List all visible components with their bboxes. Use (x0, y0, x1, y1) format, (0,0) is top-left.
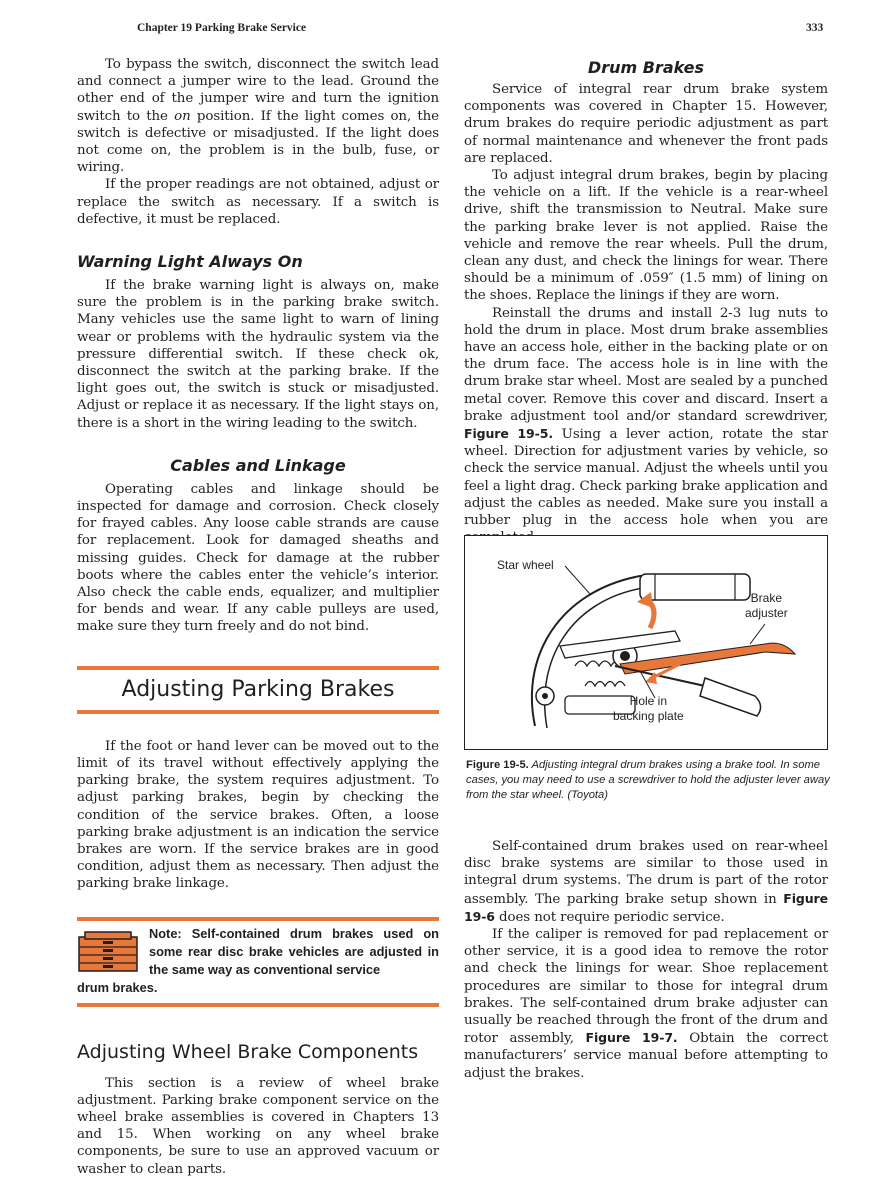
right-column (464, 58, 828, 546)
caption-text: Adjusting integral drum brakes using a brake tool. In some cases, you may need to use a screwdriver to hold the adjuster lever away from the star wheel. (Toyota) (466, 759, 830, 801)
caption-number: Figure 19-5. (466, 759, 529, 771)
section-heading-cables: Cables and Linkage (170, 455, 346, 475)
chapter-header: Chapter 19 Parking Brake Service (137, 22, 307, 34)
figure-reference[interactable]: Figure 19-7. (585, 1030, 678, 1046)
major-heading-box (77, 666, 439, 714)
paragraph: If the proper readings are not obtained, adjust or replace the switch as necessary. If a switch is defective, it must be replaced. (77, 177, 439, 227)
paragraph: Self-contained drum brakes used on rear-wheel disc brake systems are similar to those used in integral drum systems. The drum is part of the rotor assembly. The parking brake setup shown in Figure 19-6 does not require periodic service. (464, 839, 828, 925)
left-column (77, 56, 439, 1178)
paragraph: To bypass the switch, disconnect the switch lead and connect a jumper wire to the lead. Ground the other end of the jumper wire and turn the ignition switch to the on position. If the light comes on, the switch is defective or misadjusted. If the light does not come on, the problem is in the bulb, fuse, or wiring. (77, 57, 439, 176)
paragraph: Reinstall the drums and install 2-3 lug nuts to hold the drum in place. Most drum brake assemblies have an access hole, either in the backing plate or on the drum face. The access hole is in line with the drum brake star wheel. Most are sealed by a punched metal cover. Remove this cover and discard. Insert a brake adjustment tool and/or standard screwdriver, Figure 19-5. Using a lever action, rotate the star wheel. Direction for adjustment varies by vehicle, so check the service manual. Adjust the wheels until you feel a light drag. Check parking brake application and adjust the cables as needed. Make sure you install a rubber plug in the access hole when you are (464, 305, 828, 529)
figure-reference[interactable]: Figure 19-5. (464, 426, 553, 442)
figure-caption (466, 758, 830, 803)
right-column-lower (464, 838, 828, 1082)
note-text: Note: Self-contained drum brakes used on some rear disc brake vehicles are adjusted in the same way as conventional service (149, 925, 439, 977)
paragraph: This section is a review of wheel brake adjustment. Parking brake component service on the wheel brake assemblies is covered in Chapters 13 and 15. When working on any wheel brake components, be sure to use an approved vacuum or washer to clean parts. (77, 1075, 439, 1177)
section-heading-warning: Warning Light Always On (77, 252, 303, 272)
toolbox-icon (77, 931, 139, 973)
label-hole-backing-plate: Hole in backing plate (613, 694, 684, 723)
section-heading-drum: Drum Brakes (587, 58, 705, 77)
paragraph: If the brake warning light is always on, make sure the problem is in the parking brake switch. Many vehicles use the same light to warn of lining wear or problems with the hydraulic system via the pressure differential switch. If these check ok, disconnect the switch at the parking brake. If the light goes out, the switch is stuck or misadjusted. Adjust or replace it as necessary. If the light stays on, there is a short in the wiring leading to the switch. (77, 278, 439, 431)
figure-reference[interactable]: Figure 19-6 (464, 890, 828, 924)
note-text-tail: drum brakes. (77, 979, 158, 995)
orange-rule (77, 710, 439, 714)
orange-rule (77, 1003, 439, 1007)
major-heading-wheel: Adjusting Wheel Brake Components (77, 1040, 419, 1063)
label-star-wheel: Star wheel (497, 558, 554, 572)
note-box (77, 917, 439, 1007)
paragraph: If the caliper is removed for pad replacement or other service, it is a good idea to remove the rotor and check the linings for wear. Shoe replacement procedures are similar to those for integral drum brakes. The self-contained drum brake adjuster can usually be reached through the front of the drum and rotor assembly, Figure 19-7. Obtain the correct manufacturers’ service manual before attempting to adjust the brakes. (464, 927, 829, 1081)
major-heading-adjusting: Adjusting Parking Brakes (121, 676, 395, 702)
figure-19-5 (464, 535, 828, 750)
paragraph: Operating cables and linkage should be inspected for damage and corrosion. Check closely for frayed cables. Any loose cable strands are cause for replacement. Look for damaged sheaths and missing guides. Check for damage at the rubber boots where the cables enter the vehicle’s interior. Also check the cable ends, equalizer, and multiplier for bends and wear. If any cable pulleys are used, make sure they turn freely and do not bind. (77, 481, 439, 635)
paragraph: To adjust integral drum brakes, begin by placing the vehicle on a lift. If the vehicle is a rear-wheel drive, shift the transmission to Neutral. Make sure the parking brake lever is not applied. Raise the vehicle and remove the rear wheels. Pull the drum, clean any dust, and check the linings for wear. There should be a minimum of .059″ (1.5 mm) of lining on the shoes. Replace the linings if they are worn. (464, 168, 828, 304)
paragraph: If the foot or hand lever can be moved out to the limit of its travel without effectively applying the parking brake, the system requires adjustment. To adjust parking brakes, begin by checking the condition of the service brakes. Often, a loose parking brake adjustment is an indication the service brakes are worn. If the service brakes are in good condition, adjust them as necessary. Then adjust the parking brake linkage. (77, 738, 439, 892)
paragraph: Service of integral rear drum brake system components was covered in Chapter 15. However, drum brakes do require periodic adjustment as part of normal maintenance and whenever the front pads are replaced. (464, 82, 828, 166)
page-number: 333 (806, 22, 824, 34)
label-brake-adjuster: Brake adjuster (745, 591, 788, 620)
